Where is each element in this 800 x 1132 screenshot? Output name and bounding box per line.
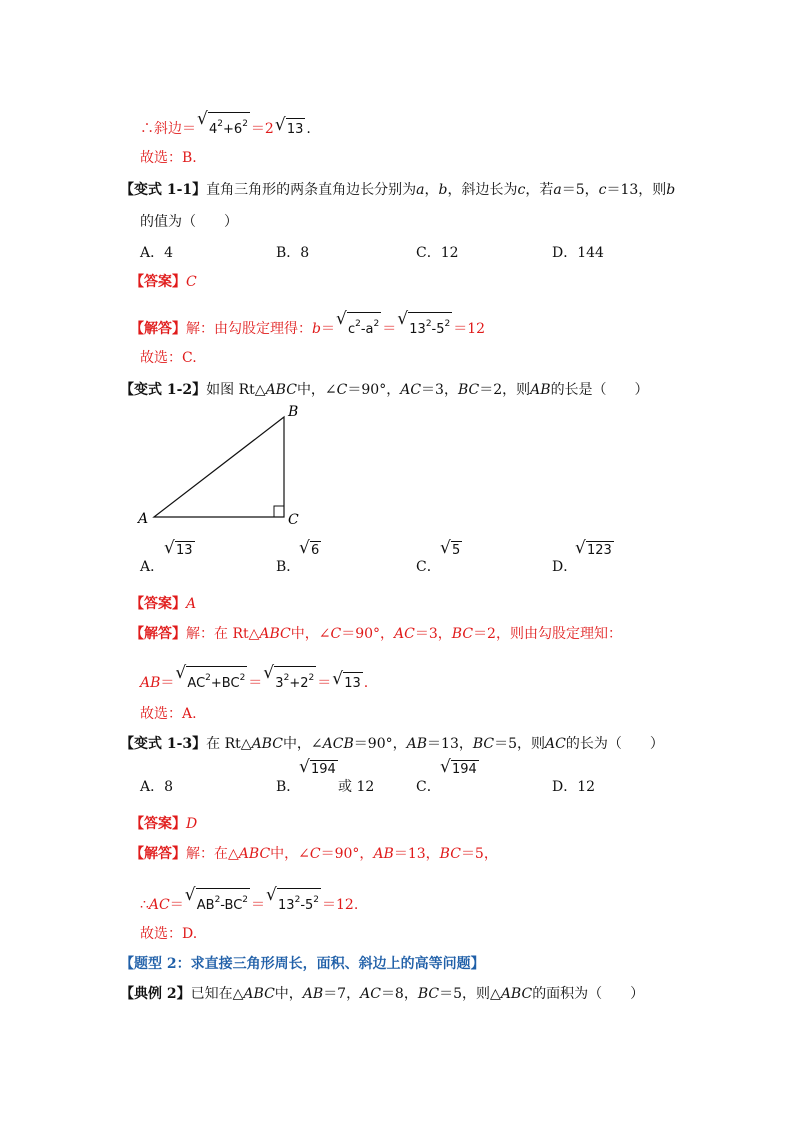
solution-line: 【解答】解：由勾股定理得：b＝√ $c^2-a^2$ ＝√ $13^2-5^2 =12$ (130, 312, 485, 340)
sqrt-result: √ 13 (275, 118, 306, 140)
sqrt-expression: √ $13^2-5^2$ (266, 888, 321, 916)
option-c-sqrt: √ 5 (439, 541, 463, 558)
question-example-2: 【典例 2】已知在△ABC中，AB＝7，AC＝8，BC＝5，则△ABC的面积为（ ） (120, 986, 645, 1002)
option-a-sqrt: √ 13 (163, 541, 196, 558)
sqrt-expression: √ $AC^2+BC^2$ (175, 666, 247, 694)
option-b-sqrt: √ 6 (298, 541, 322, 558)
option-c-label: C． (416, 779, 441, 795)
solution-equation: ∴AC＝√ $AB^2-BC^2$ ＝√ $13^2-5^2 =12$. (140, 888, 358, 916)
question-v1-2: 【变式 1-2】如图 Rt△ABC中，∠C＝90°，AC＝3，BC＝2，则AB的长是（ ） (120, 382, 649, 398)
hypotenuse-equation: ∴斜边＝√ $4^2+6^2 =2√$ 13 . (140, 112, 311, 140)
answer-line: 【答案】C (130, 274, 197, 290)
question-tag: 【变式 1-2】 (120, 382, 207, 398)
question-tag: 【典例 2】 (120, 986, 191, 1002)
option-b-tail: 或 12 (338, 779, 375, 795)
sqrt-expression: √ $13^2-5^2$ (397, 312, 452, 340)
option-a: A．8 (140, 779, 174, 795)
choice-line: 故选：D. (140, 926, 198, 942)
sqrt-expression: √ 13 (332, 672, 363, 694)
option-b-label: B． (276, 559, 301, 575)
option-b: B．8 (276, 245, 310, 261)
question-v1-1: 【变式 1-1】直角三角形的两条直角边长分别为a，b，斜边长为c，若a＝5，c＝13，则b (120, 182, 676, 198)
vertex-label-a: A (138, 511, 149, 527)
answer-line: 【答案】D (130, 816, 198, 832)
solution-line: 【解答】解：在△ABC中，∠C＝90°，AB＝13，BC＝5， (130, 846, 498, 862)
option-c-sqrt: √ 194 (439, 760, 480, 777)
choice-line: 故选：C. (140, 350, 197, 366)
option-d-sqrt: √ 123 (574, 541, 615, 558)
question-tag: 【变式 1-1】 (120, 182, 207, 198)
option-a-label: A． (140, 559, 165, 575)
section-heading: 【题型 2：求直接三角形周长，面积、斜边上的高等问题】 (120, 956, 485, 972)
option-d-label: D． (552, 559, 578, 575)
sqrt-expression: √ $AB^2-BC^2$ (185, 888, 250, 916)
question-v1-3: 【变式 1-3】在 Rt△ABC中，∠ACB＝90°，AB＝13，BC＝5，则AC的长为（ ） (120, 736, 664, 752)
right-triangle-figure (130, 400, 310, 530)
option-d: D．12 (552, 779, 596, 795)
option-b-label: B． (276, 779, 301, 795)
triangle-shape (154, 417, 284, 517)
question-v1-1-cont: 的值为（ ） (140, 214, 238, 230)
option-b-sqrt: √ 194 (298, 760, 339, 777)
solution-equation: AB＝√ $AC^2+BC^2$ ＝√ $3^2+2^2$ ＝√ 13 . (140, 666, 368, 694)
option-c: C．12 (416, 245, 459, 261)
choice-line: 故选：B. (140, 150, 197, 166)
vertex-label-b: B (288, 404, 299, 420)
right-angle-mark (274, 506, 284, 517)
option-d: D．144 (552, 245, 604, 261)
solution-line: 【解答】解：在 Rt△ABC中，∠C＝90°，AC＝3，BC＝2，则由勾股定理知： (130, 626, 622, 642)
therefore-symbol: ∴ (140, 121, 154, 137)
vertex-label-c: C (288, 512, 299, 528)
sqrt-expression: √ $c^2-a^2$ (336, 312, 381, 340)
sqrt-expression: √ $4^2+6^2$ (197, 112, 250, 140)
choice-line: 故选：A. (140, 706, 197, 722)
option-c-label: C． (416, 559, 441, 575)
sqrt-expression: √ $3^2+2^2$ (263, 666, 316, 694)
option-a: A．4 (140, 245, 174, 261)
question-tag: 【变式 1-3】 (120, 736, 207, 752)
answer-line: 【答案】A (130, 596, 197, 612)
